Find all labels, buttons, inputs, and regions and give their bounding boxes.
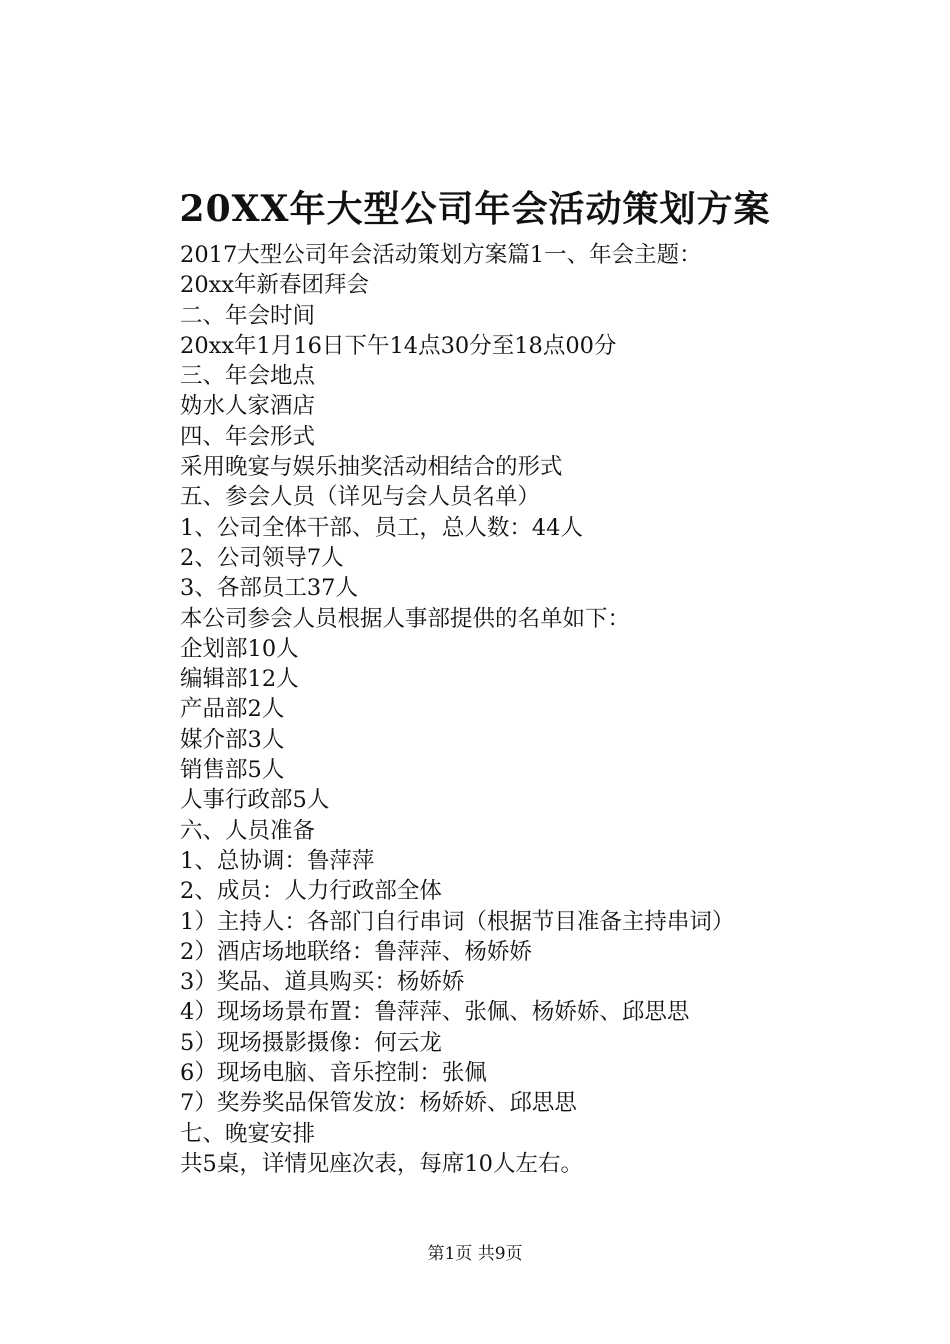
- task-line: 3）奖品、道具购买：杨娇娇: [180, 969, 465, 996]
- department-line: 人事行政部5人: [180, 787, 330, 814]
- section-heading: 五、参会人员（详见与会人员名单）: [180, 484, 541, 511]
- task-line: 7）奖券奖品保管发放：杨娇娇、邱思思: [180, 1090, 577, 1117]
- body-line: 1、总协调：鲁萍萍: [180, 847, 375, 874]
- body-line: 共5桌，详情见座次表，每席10人左右。: [180, 1150, 583, 1177]
- body-line: 采用晚宴与娱乐抽奖活动相结合的形式: [180, 454, 563, 481]
- body-line: 本公司参会人员根据人事部提供的名单如下：: [180, 605, 631, 632]
- document-body: [180, 240, 800, 1179]
- body-line: 20xx年新春团拜会: [180, 272, 370, 299]
- task-line: 1）主持人：各部门自行串词（根据节目准备主持串词）: [180, 908, 735, 935]
- body-line: 妫水人家酒店: [180, 393, 316, 420]
- task-line: 6）现场电脑、音乐控制：张佩: [180, 1060, 487, 1087]
- body-line: 1、公司全体干部、员工，总人数：44人: [180, 514, 583, 541]
- department-line: 企划部10人: [180, 635, 299, 662]
- department-line: 媒介部3人: [180, 726, 285, 753]
- department-line: 销售部5人: [180, 757, 285, 784]
- section-heading: 四、年会形式: [180, 423, 316, 450]
- section-heading: 三、年会地点: [180, 363, 316, 390]
- document-title: 20XX年大型公司年会活动策划方案: [179, 188, 771, 230]
- section-heading: 六、人员准备: [180, 817, 316, 844]
- task-line: 2）酒店场地联络：鲁萍萍、杨娇娇: [180, 938, 532, 965]
- body-line: 3、各部员工37人: [180, 575, 358, 602]
- body-line: 2、公司领导7人: [180, 544, 344, 571]
- task-line: 4）现场场景布置：鲁萍萍、张佩、杨娇娇、邱思思: [180, 999, 690, 1026]
- body-line: 2、成员：人力行政部全体: [180, 878, 442, 905]
- department-line: 编辑部12人: [180, 666, 299, 693]
- department-line: 产品部2人: [180, 696, 285, 723]
- body-line: 20xx年1月16日下午14点30分至18点00分: [180, 332, 617, 359]
- body-line: 2017大型公司年会活动策划方案篇1一、年会主题：: [180, 242, 702, 268]
- section-heading: 二、年会时间: [180, 302, 316, 329]
- section-heading: 七、晚宴安排: [180, 1120, 316, 1147]
- page-footer: 第1页 共9页: [427, 1244, 523, 1264]
- task-line: 5）现场摄影摄像：何云龙: [180, 1029, 442, 1056]
